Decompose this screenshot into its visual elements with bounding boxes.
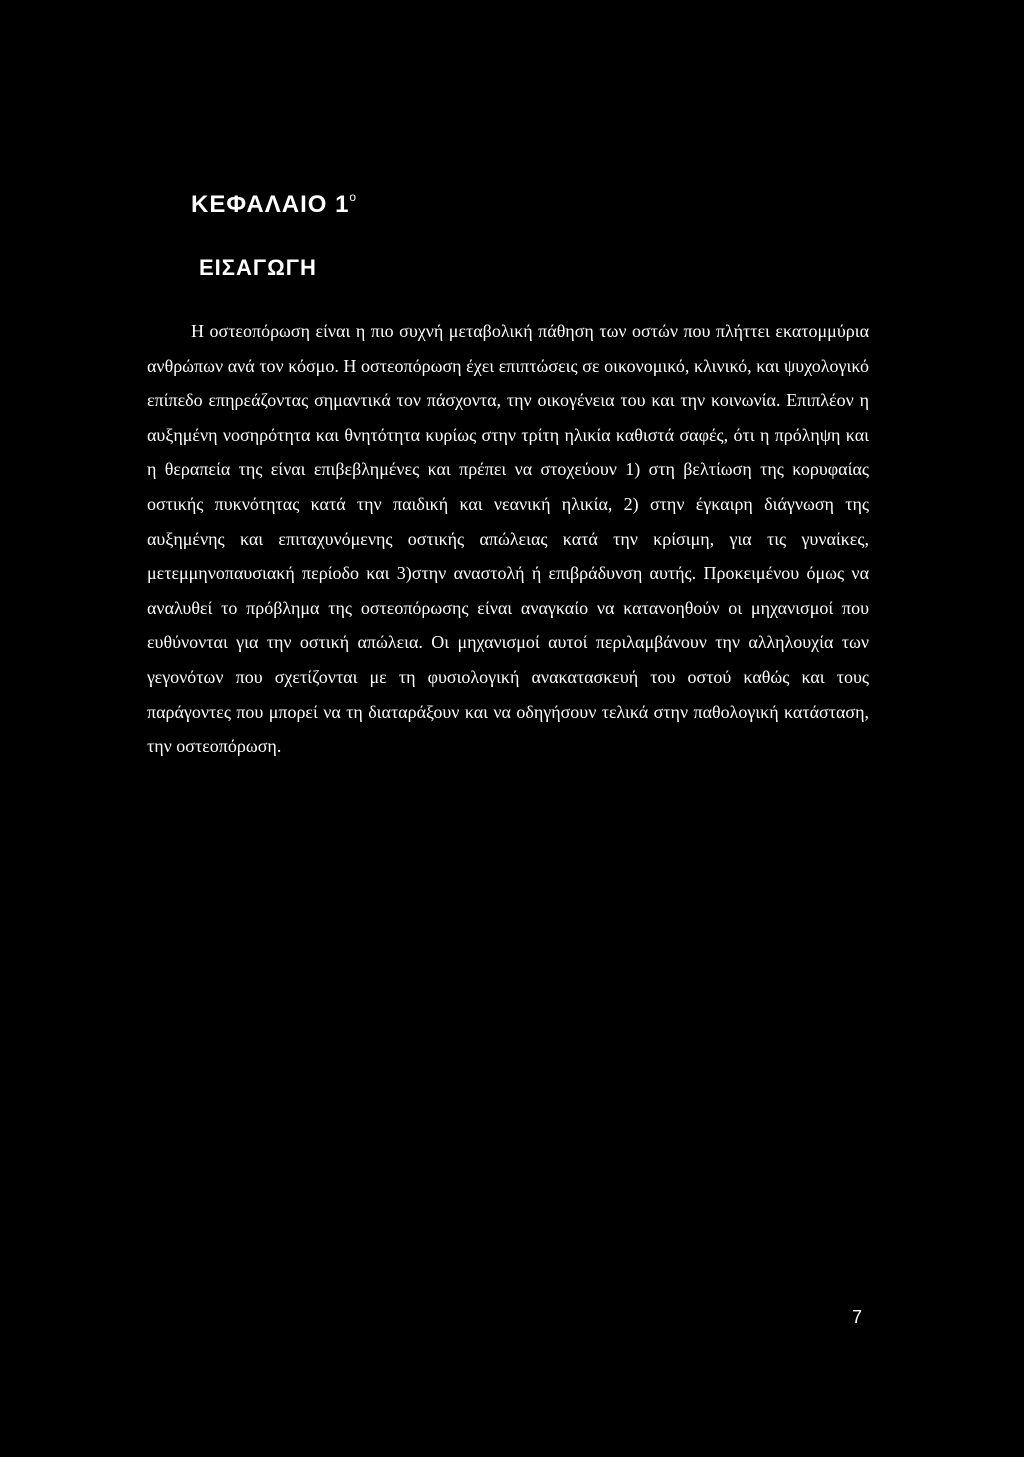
chapter-number-superscript: ο: [349, 190, 358, 204]
chapter-title: [191, 184, 357, 220]
section-title: ΕΙΣΑΓΩΓΗ: [199, 255, 317, 280]
chapter-title-text: ΚΕΦΑΛΑΙΟ 1: [191, 191, 350, 218]
page-number: 7: [852, 1307, 863, 1327]
body-paragraph: Η οστεοπόρωση είναι η πιο συχνή μεταβολική πάθηση των οστών που πλήττει εκατομμύρια ανθρώπων ανά τον κόσμο. Η οστεοπόρωση έχει επιπτώσεις σε οικονομικό, κλινικό, και ψυχολογικό επίπεδο επηρεάζοντας σημαντικά τον πάσχοντα, την οικογένεια του και την κοινωνία. Επιπλέον η αυξημένη νοσηρότητα και θνητότητα κυρίως στην τρίτη ηλικία καθιστά σαφές, ότι η πρόληψη και η θεραπεία της είναι επιβεβλημένες και πρέπει να στοχεύουν 1) στη βελτίωση της κορυφαίας οστικής πυκνότητας κατά την παιδική και νεανική ηλικία, 2) στην έγκαιρη διάγνωση της αυξημένης και επιταχυνόμενης οστικής απώλειας κατά την κρίσιμη, για τις γυναίκες, μετεμμηνοπαυσιακή περίοδο και 3)στην αναστολή ή επιβράδυνση αυτής. Προκειμένου όμως να αναλυθεί το πρόβλημα της οστεοπόρωσης είναι αναγκαίο να κατανοηθούν οι μηχανισμοί που ευθύνονται για την οστική απώλεια. Οι μηχανισμοί αυτοί περιλαμβάνουν την αλληλουχία των γεγονότων που σχετίζονται με τη φυσιολογική ανακατασκευή του οστού καθώς και τους παράγοντες που μπορεί να τη διαταράξουν και να οδηγήσουν τελικά στην παθολογική κατάσταση, την οστεοπόρωση.: [147, 321, 869, 757]
